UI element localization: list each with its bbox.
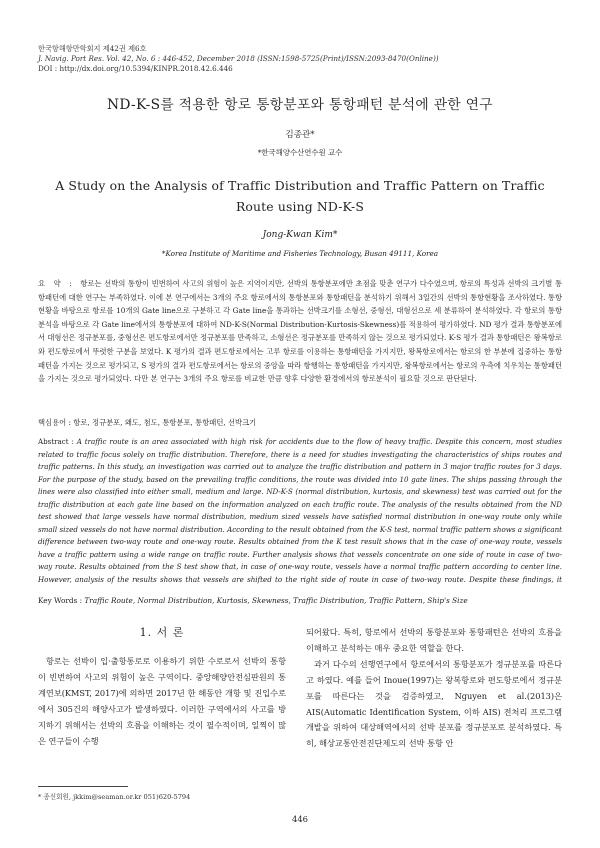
abstract-en-text: A traffic route is an area associated with high risk for accidents due to the flow of heavy traffic. Despite this concern, most studies related to traffic focus solely on traffic distribution. Therefore, there is a need for studies investigating the characteristics of ships routes and traffic patterns. In this study, an investigation was carried out to analyze the traffic distribution and pattern in 3 major traffic routes for 3 days. For the purpose of the study, based on the prevailing traffic conditions, the route was divided into 10 gate lines. The ships passing through the lines were also classified into either small, medium and large. ND-K-S (normal distribution, kurtosis, and skewness) test was carried out for the traffic distribution at each gate line based on the information analyzed on each traffic route. The analysis of the results obtained from the ND test showed that large vessels have normal distribution, medium sized vessels have satisfied normal distribution in one-way route only while small sized vessels do not have normal distribution. According to the result obtained from the K-S test, normal traffic pattern shows a significant difference between two-way route and one-way route. Results obtained from the K test result shows that in the case of one-way route, vessels have a traffic pattern using a wide range on traffic route. Further analysis shows that vessels concentrate on one side of route in case of two-way route. Results obtained from the S test show that, in case of one-way route, vessels have a normal traffic pattern according to center line. However, analysis of the results shows that vessels are shifted to the right side of route in case of two-way route. Despite these findings, it [38,437,562,585]
footnote: * 종신회원, jkkim@seaman.or.kr 051)620-5794 [38,793,191,801]
author-kr: 김종관* [285,130,315,140]
intro-paragraph-1: 항로는 선박이 입·출항통로로 이용하기 위한 수로로서 선박의 통항이 빈번하여 사고의 위험이 높은 구역이다. 중앙해양안전심판원의 통계연보(KMST, 2017)에 의하면 2017년 한 해동안 개항 및 진입수로에서 305건의 해양사고가 발생하였다. 이러한 구역에서의 사고를 방지하기 위해서는 선박의 흐름을 이해하는 것이 필수적이며, 일찍이 많은 연구들이 수행 [38,656,286,746]
author-en: Jong-Kwan Kim* [262,230,338,240]
affiliation-kr: *한국해양수산연수원 교수 [257,148,343,157]
body-column-right [306,625,562,770]
affiliation-en: *Korea Institute of Maritime and Fisheries Technology, Busan 49111, Korea [161,249,439,258]
keywords-en-label: Key Words : [38,596,85,605]
section-heading-introduction: 1. 서 론 [139,626,185,639]
footnote-divider [38,786,128,787]
keywords-kr: 핵심용어 : 항로, 정규분포, 왜도, 첨도, 통항분포, 통항패턴, 선박크기 [38,418,257,427]
doi-link[interactable]: DOI : http://dx.doi.org/10.5394/KINPR.2018.42.6.446 [38,64,233,74]
page-number: 446 [292,814,308,824]
abstract-kr [38,277,562,413]
keywords-en-text: Traffic Route, Normal Distribution, Kurtosis, Skewness, Traffic Distribution, Traffic Pattern, Ship's Size [84,596,468,605]
journal-name-kr: 한국항해항만학회지 제42권 제6호 [38,44,147,53]
journal-citation: J. Navig. Port Res. Vol. 42, No. 6 : 446-452, December 2018 (ISSN:1598-5725(Print)/ISSN:2093-8470(Online)) [38,54,439,64]
abstract-en [38,436,562,588]
intro-paragraph-1-cont: 되어왔다. 특히, 항로에서 선박의 통항분포와 통항패턴은 선박의 흐름을 이해하고 분석하는 매우 중요한 역할을 한다. [306,627,562,653]
abstract-kr-label: 요 약 : [38,279,81,288]
body-column-left [38,654,286,769]
paper-title-en: A Study on the Analysis of Traffic Distribution and Traffic Pattern on Traffic Route using ND-K-S [55,178,545,214]
keywords-en [38,596,468,605]
abstract-kr-text: 항로는 선박의 통항이 빈번하여 사고의 위험이 높은 지역이지만, 선박의 통항분포에만 초점을 맞춘 연구가 다수였으며, 항로의 특성과 선박의 크기별 통항패턴에 대한 연구는 부족하였다. 이에 본 연구에서는 3개의 주요 항로에서의 통항분포와 통항패턴을 분석하기 위해서 3일간의 선박의 통항현황을 조사하였다. 통항현황을 바탕으로 항로를 10개의 Gate line으로 구분하고 각 Gate line을 통과하는 선박크기를 소형선, 중형선, 대형선으로 세 분류하여 분석하였다. 각 항로의 통항분석을 바탕으로 각 Gate line에서의 통항분포에 대하여 ND-K-S(Normal Distribution-Kurtosis-Skewness)를 적용하여 평가하였다. ND 평가 결과 통항분포에서 대형선은 정규분포를, 중형선은 편도항로에서만 정규분포를 만족하고, 소형선은 정규분포를 만족하지 않는 것으로 평가되었다. K-S 평가 결과 통항패턴은 왕복항로와 편도항로에서 뚜렷한 구분을 보였다. K 평가의 결과 편도항로에서는 고루 항로를 이용하는 통항패턴을 가지지만, 왕복항로에서는 항로의 한 부분에 집중하는 통항패턴을 가지는 것으로 평가되고, S 평가의 결과 편도항로에서는 항로의 중앙을 따라 항행하는 통항패턴을 가지지만, 왕복항로에서는 항로의 우측에 치우치는 통항패턴을 가지는 것으로 평가되었다. 다만 본 연구는 3개의 주요 항로를 비교한 만큼 향후 다양한 환경에서의 항로분석이 필요할 것으로 판단된다. [38,279,562,384]
journal-header [38,44,439,75]
paper-title-kr: ND-K-S를 적용한 항로 통항분포와 통항패턴 분석에 관한 연구 [107,97,493,113]
intro-paragraph-2: 과거 다수의 선행연구에서 항로에서의 통항분포가 정규분포를 따른다고 하였다. 예를 들어 Inoue(1997)는 왕복항로와 편도항로에서 정규분포를 따른다는 것을 검증하였고, Nguyen et al.(2013)은 AIS(Automatic Identification System, 이하 AIS) 전처리 프로그램 개발을 위하여 대상해역에서의 선박 분포를 정규분포로 분석하였다. 특히, 해상교통안전진단제도의 선박 통항 안 [306,658,562,749]
abstract-en-label: Abstract : [38,437,77,446]
